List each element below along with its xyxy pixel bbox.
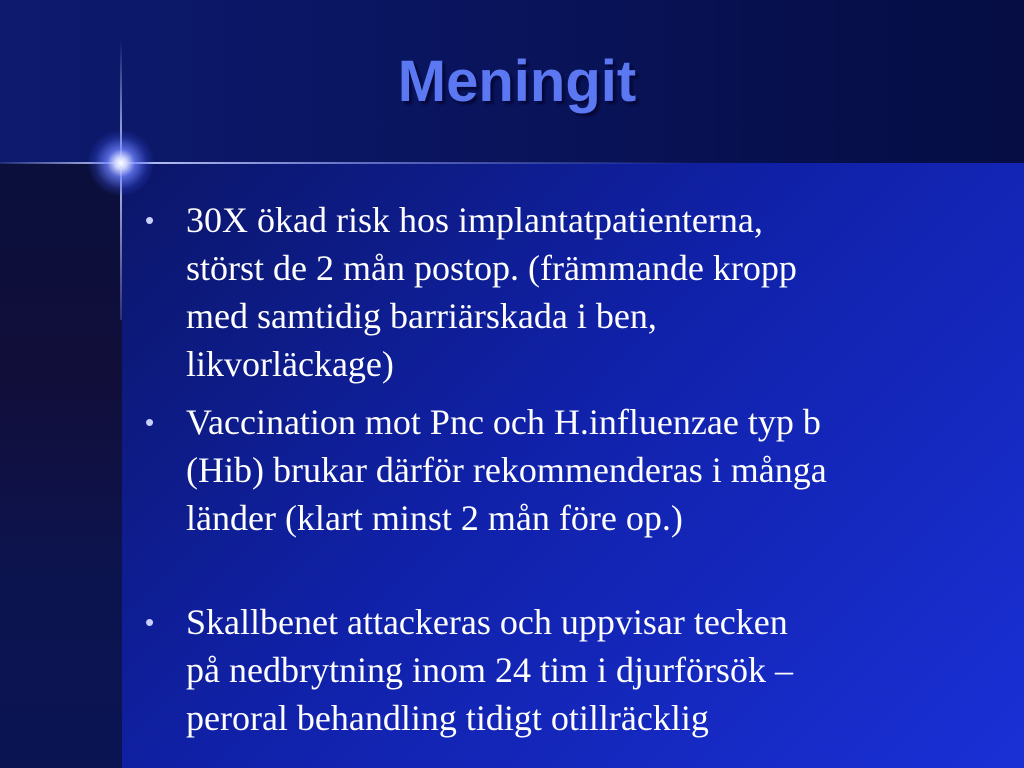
bullet-2-line-2: (Hib) brukar därför rekommenderas i många [186,450,827,490]
bullet-1-line-2: störst de 2 mån postop. (främmande kropp [186,248,797,288]
bullet-3-line-2: på nedbrytning inom 24 tim i djurförsök – [186,650,793,690]
bullet-item-3 [145,598,1015,742]
bullet-dot-icon: • [145,407,155,437]
slide-title: Meningit [397,49,637,114]
bullet-item-1 [145,196,1015,388]
bullet-3-line-3: peroral behandling tidigt otillräcklig [186,698,709,738]
bullet-dot-icon: • [145,607,155,637]
bullet-1-line-1: 30X ökad risk hos implantatpatienterna, [186,200,763,240]
bullet-list [145,196,1015,752]
bullet-dot-icon: • [145,205,155,235]
bullet-2-line-1: Vaccination mot Pnc och H.influenzae typ b [186,402,821,442]
bullet-2-line-3: länder (klart minst 2 mån före op.) [186,498,683,538]
bullet-3-line-1: Skallbenet attackeras och uppvisar tecken [186,602,788,642]
left-band [0,163,122,768]
star-flare-icon [88,130,154,196]
bullet-1-line-4: likvorläckage) [186,344,394,384]
bullet-item-2 [145,398,1015,542]
bullet-1-line-3: med samtidig barriärskada i ben, [186,296,657,336]
